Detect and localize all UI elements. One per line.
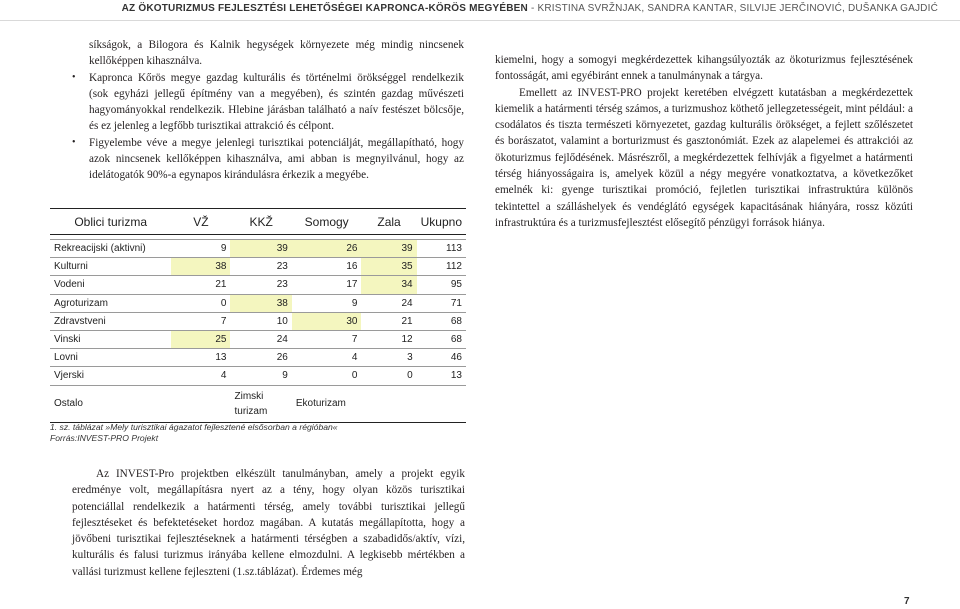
cell-somogy: 30 <box>292 312 362 330</box>
cell-somogy: 0 <box>292 367 362 385</box>
cell-vz: 9 <box>171 240 230 258</box>
caption-line-1: 1. sz. táblázat »Mely turisztikai ágazatot fejlesztené elsősorban a régióban« <box>50 422 338 432</box>
bullet-icon: • <box>72 136 76 148</box>
row-name: Rekreacijski (aktivni) <box>50 240 171 258</box>
cell-total: 68 <box>417 312 466 330</box>
cell-zala: 39 <box>361 240 416 258</box>
table-row <box>50 349 466 367</box>
cell-zala: 34 <box>361 276 416 294</box>
table-row <box>50 312 466 330</box>
row-name: Agroturizam <box>50 294 171 312</box>
running-header <box>0 0 960 21</box>
header-title: AZ ÖKOTURIZMUS FEJLESZTÉSI LEHETŐSÉGEI KAPRONCA-KÖRÖS MEGYÉBEN <box>121 3 528 14</box>
left-column <box>72 37 464 184</box>
bullet-text-1: Kapronca Kőrös megye gazdag kulturális és történelmi örökséggel rendelkezik (sok egyházi jellegű építmény van a megyében), és szintén gazdag művészeti hagyományokkal rendelkezik. Hlebine járásban található a naív festészet bölcsője, és ez jelenleg a legfőbb turisztikai attrakció és célpont. <box>89 71 464 133</box>
cell-zala: 24 <box>361 294 416 312</box>
bottom-paragraph: Az INVEST-Pro projektben elkészült tanulmányban, amely a projekt egyik eredménye volt, megállapításra nyert az a tény, hogy olyan közös turisztikai potenciállal rendelkezik a határmenti térség, amely további turisztikai jellegű fejlesztéseket és befektetéseket hordoz magában. A kutatás megállapította, hogy a jövőbeni turisztikai fejlesztéseknek a határmenti térségben a szabadidős/aktív, vízi, kulturális és falusi turizmus irányába kellene elmozdulni. A legkisebb mértékben a vallási turizmust kellene fejleszteni (1.sz.táblázat). Érdemes még <box>72 468 465 578</box>
cell-kkz: 10 <box>230 312 291 330</box>
header-text <box>122 3 938 14</box>
bullet-item-2 <box>72 135 464 184</box>
cell-zala: 35 <box>361 258 416 276</box>
cell-total: 113 <box>417 240 466 258</box>
cell-zala: 21 <box>361 312 416 330</box>
table-row <box>50 367 466 385</box>
tourism-table <box>50 208 466 423</box>
header-cell: VŽ <box>171 209 230 235</box>
cell-kkz: 23 <box>230 276 291 294</box>
header-cell: Oblici turizma <box>50 209 171 235</box>
empty-cell <box>171 385 230 422</box>
cell-vz: 13 <box>171 349 230 367</box>
cell-kkz: 38 <box>230 294 291 312</box>
caption-line-2: Forrás:INVEST-PRO Projekt <box>50 433 159 444</box>
row-name: Vjerski <box>50 367 171 385</box>
header-authors: - KRISTINA SVRŽNJAK, SANDRA KANTAR, SILVIJE JERČINOVIĆ, DUŠANKA GAJDIĆ <box>527 3 938 14</box>
cell-somogy: 16 <box>292 258 362 276</box>
header-cell: Zala <box>361 209 416 235</box>
cell-zala: 3 <box>361 349 416 367</box>
table-header-row <box>50 209 466 235</box>
cell-vz: 7 <box>171 312 230 330</box>
cell-total: 95 <box>417 276 466 294</box>
cell-vz: 25 <box>171 330 230 348</box>
cell-vz: 4 <box>171 367 230 385</box>
cell-kkz: 26 <box>230 349 291 367</box>
cell-total: 71 <box>417 294 466 312</box>
cell-somogy: 4 <box>292 349 362 367</box>
page-number: 7 <box>904 596 910 607</box>
cell-total: 68 <box>417 330 466 348</box>
row-name: Lovni <box>50 349 171 367</box>
row-name: Vinski <box>50 330 171 348</box>
table-row <box>50 240 466 258</box>
cell-somogy: 26 <box>292 240 362 258</box>
cell-zala: 12 <box>361 330 416 348</box>
cell-total: 112 <box>417 258 466 276</box>
cell-total: 13 <box>417 367 466 385</box>
cell-vz: 0 <box>171 294 230 312</box>
row-name: Zdravstveni <box>50 312 171 330</box>
table-row <box>50 294 466 312</box>
cell-ecotourism: Ekoturizam <box>292 385 466 422</box>
cell-somogy: 7 <box>292 330 362 348</box>
table-row <box>50 276 466 294</box>
cell-kkz: 23 <box>230 258 291 276</box>
cell-vz: 21 <box>171 276 230 294</box>
cell-zala: 0 <box>361 367 416 385</box>
cell-kkz: 39 <box>230 240 291 258</box>
right-column <box>495 52 913 231</box>
cell-total: 46 <box>417 349 466 367</box>
row-name: Vodeni <box>50 276 171 294</box>
bullet-icon: • <box>72 71 76 83</box>
row-name: Ostalo <box>50 385 171 422</box>
cell-kkz: 9 <box>230 367 291 385</box>
cell-somogy: 17 <box>292 276 362 294</box>
bullet-item-1 <box>72 70 464 135</box>
header-cell: Somogy <box>292 209 362 235</box>
cell-vz: 38 <box>171 258 230 276</box>
bullet-text-2: Figyelembe véve a megye jelenlegi turisztikai potenciálját, megállapítható, hogy azok nincsenek kellőképpen kihasználva, ami abban is megnyilvánul, hogy az idelátogatók 90%-a egynapos kirándulásra érkezik a megyébe. <box>89 136 464 182</box>
right-paragraph-1: kiemelni, hogy a somogyi megkérdezettek kihangsúlyozták az ökoturizmus fejlesztésének fontosságát, ami egyébiránt ennek a tanulmánynak a tárgya. <box>495 54 913 83</box>
table-row-other <box>50 385 466 422</box>
bottom-paragraph-block <box>72 466 465 580</box>
right-paragraph-2: Emellett az INVEST-PRO projekt keretében elvégzett kutatásban a megkérdezettek kiemelik a határmenti térség számos, a turizmushoz köthető jellegzetességeit, mint például: a csodálatos és tiszta természeti környezetet, gazdag kulturális örökséget, a fejlett szőlészetet és borászatot, valamint a borturizmust és gasztonómiát. Ezek az alapelemei és attrakciói az ökoturizmus fejlődésének. Másrészről, a megkérdezettek felhívják a figyelmet a határmenti térség hiányosságaira is, amelyek közül a négy megyére vonatkoztatva, a következőket emelnék ki: gyenge turisztikai promóció, fejletlen turisztikai infrastruktúra különös tekintettel a szálláshelyek és vendéglátó egységek kapacitásának hiányára, rossz közúti infrastruktúra és a turizmusfejlesztést elősegítő pénzügyi források hiánya. <box>495 86 913 229</box>
intro-paragraph: síkságok, a Bilogora és Kalnik hegységek környezete még mindig nincsenek kellőképpen kihasználva. <box>89 39 464 68</box>
table-row <box>50 330 466 348</box>
header-cell: Ukupno <box>417 209 466 235</box>
cell-somogy: 9 <box>292 294 362 312</box>
table-row <box>50 258 466 276</box>
cell-winter-tourism: Zimski turizam <box>230 385 291 422</box>
table-caption <box>50 422 338 445</box>
header-cell: KKŽ <box>230 209 291 235</box>
row-name: Kulturni <box>50 258 171 276</box>
cell-kkz: 24 <box>230 330 291 348</box>
